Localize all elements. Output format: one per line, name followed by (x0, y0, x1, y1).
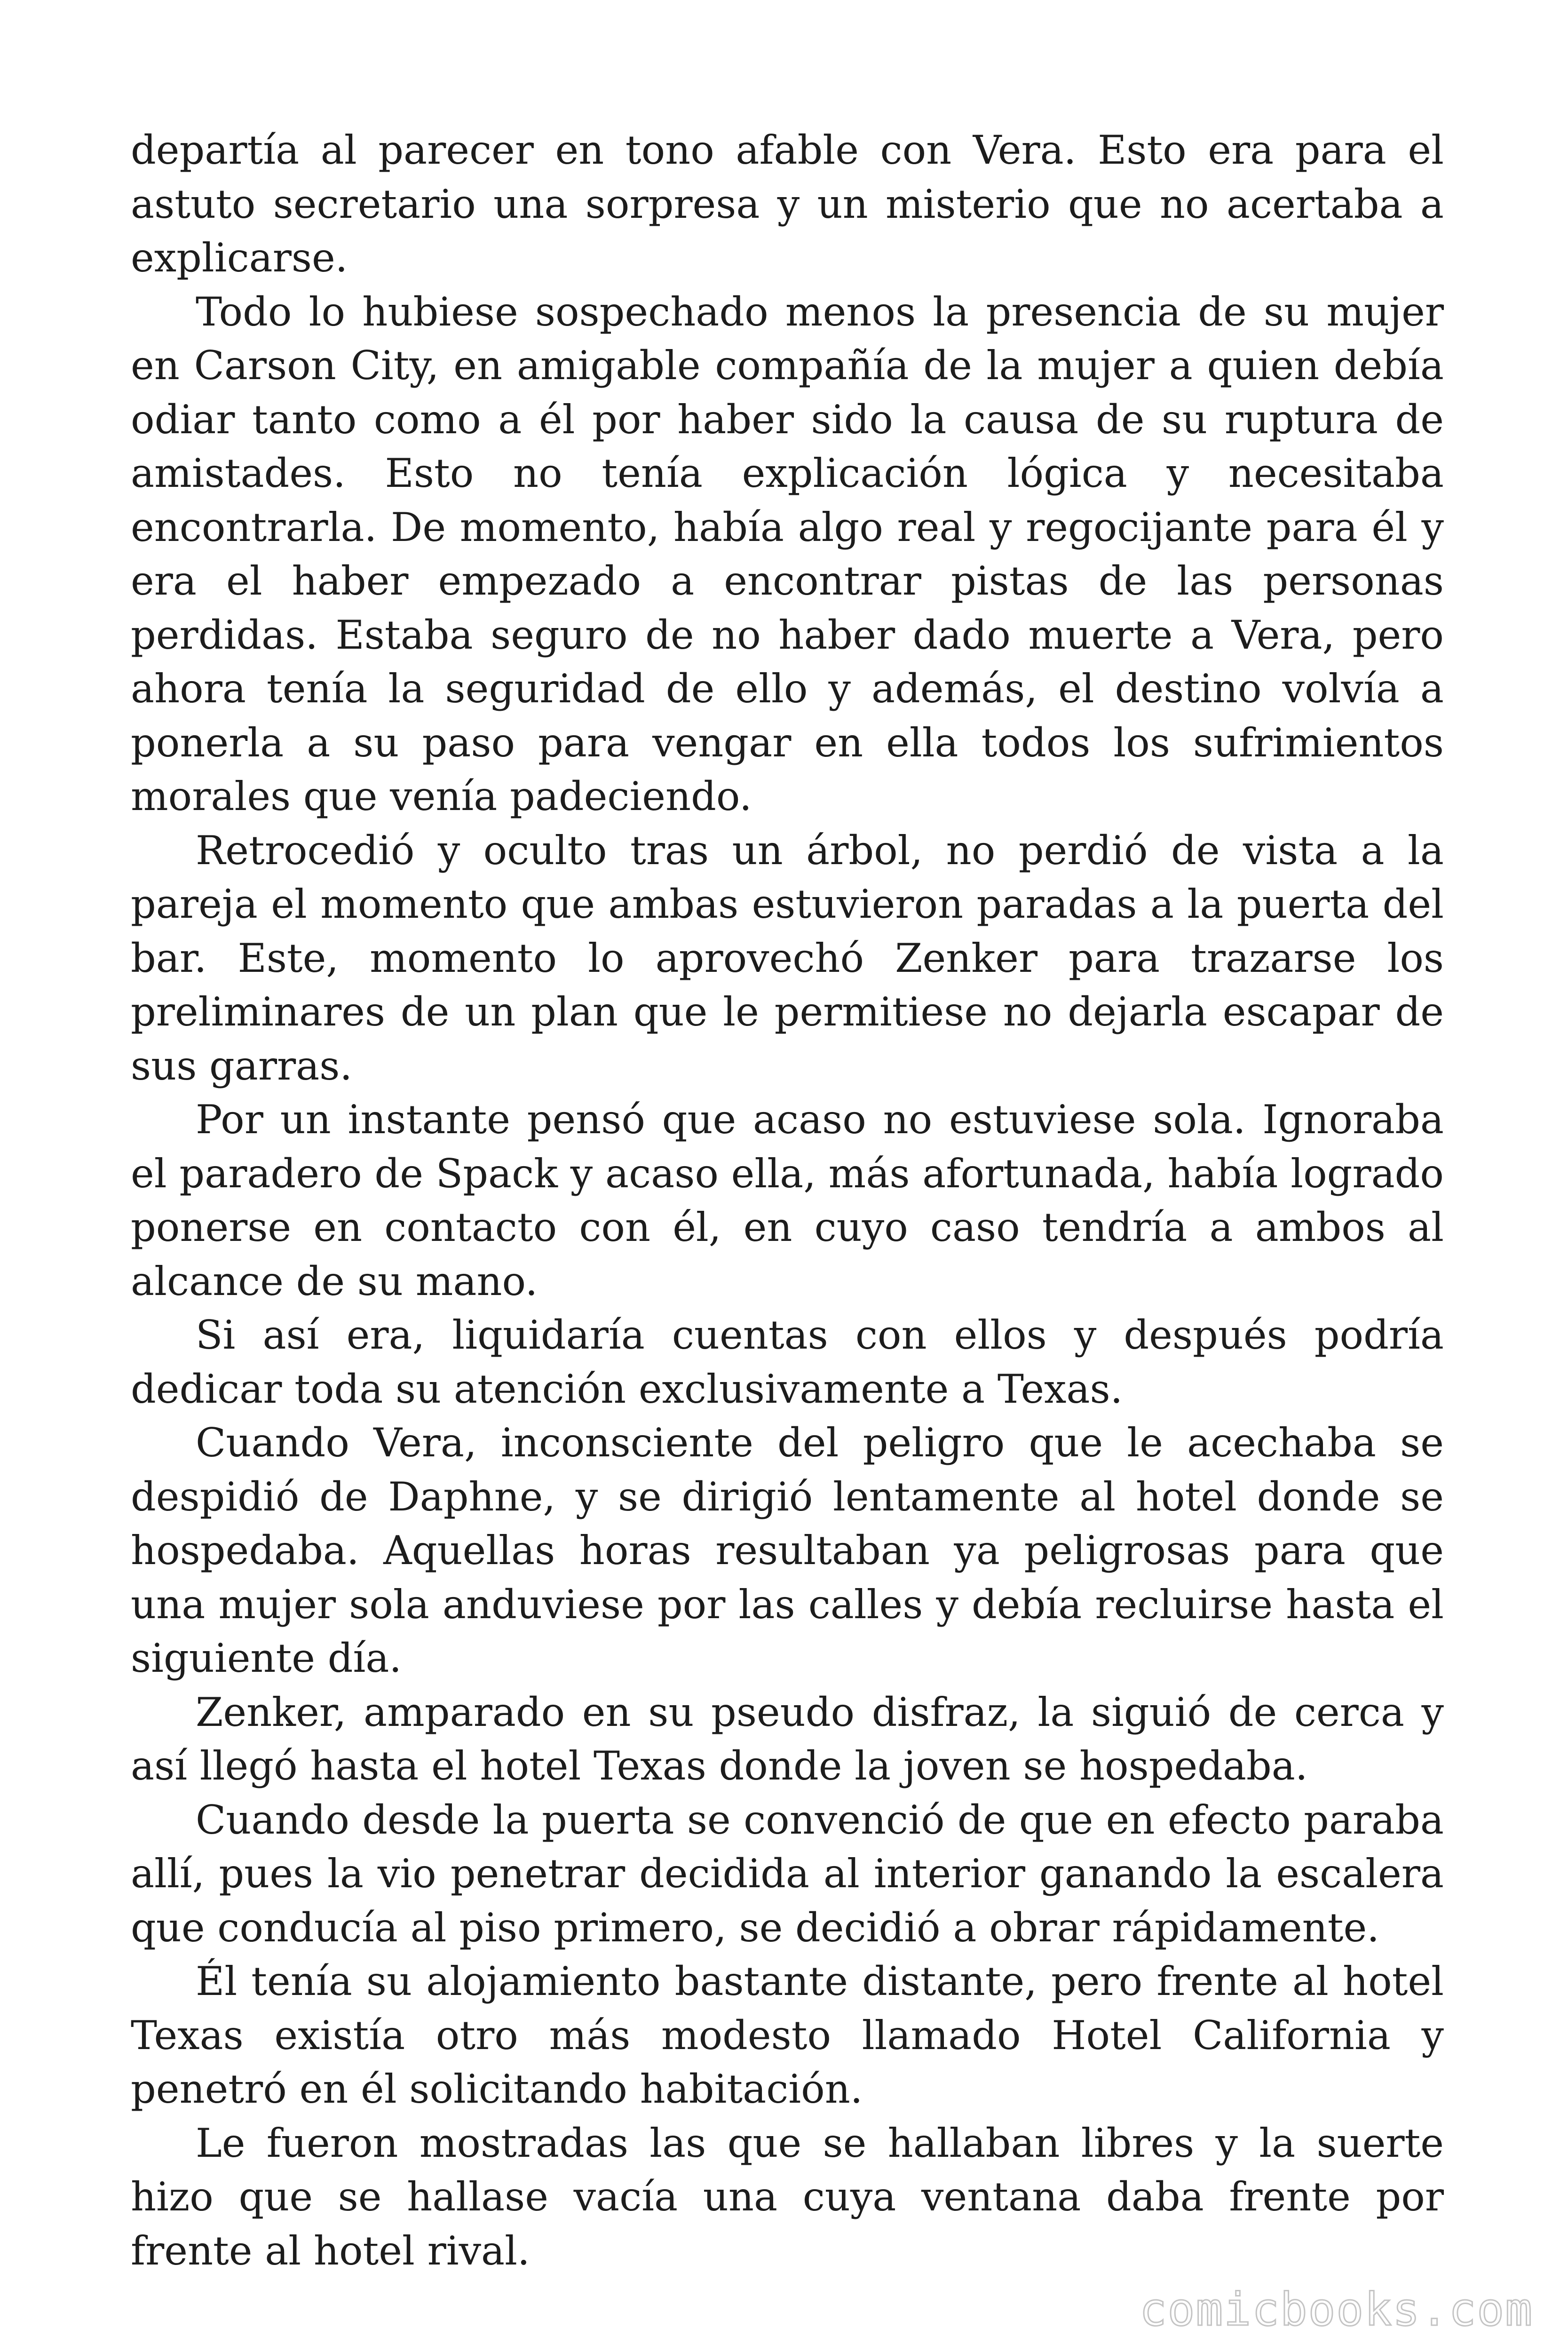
watermark: comicbooks.com (1139, 2283, 1533, 2336)
paragraph: Si así era, liquidaría cuentas con ellos y después podría dedicar toda su atención exclusivamente a Texas. (131, 1312, 1444, 1412)
paragraph: Por un instante pensó que acaso no estuviese sola. Ignoraba el paradero de Spack y acaso ella, más afortunada, había logrado ponerse en contacto con él, en cuyo caso tendría a ambos al alcance de su mano. (131, 1097, 1444, 1304)
paragraph: Zenker, amparado en su pseudo disfraz, la siguió de cerca y así llegó hasta el hotel Texas donde la joven se hospedaba. (131, 1689, 1444, 1789)
paragraph: Retrocedió y oculto tras un árbol, no perdió de vista a la pareja el momento que ambas estuvieron paradas a la puerta del bar. Este, momento lo aprovechó Zenker para trazarse los preliminares de un plan que le permitiese no dejarla escapar de sus garras. (131, 827, 1444, 1089)
paragraph: Cuando desde la puerta se convenció de que en efecto paraba allí, pues la vio penetrar decidida al interior ganando la escalera que conducía al piso primero, se decidió a obrar rápidamente. (131, 1796, 1444, 1951)
paragraph: Todo lo hubiese sospechado menos la presencia de su mujer en Carson City, en amigable compañía de la mujer a quien debía odiar tanto como a él por haber sido la causa de su ruptura de amistades. Esto no tenía explicación lógica y necesitaba encontrarla. De momento, había algo real y regocijante para él y era el haber empezado a encontrar pistas de las personas perdidas. Estaba seguro de no haber dado muerte a Vera, pero ahora tenía la seguridad de ello y además, el destino volvía a ponerla a su paso para vengar en ella todos los sufrimientos morales que venía padeciendo. (131, 288, 1444, 819)
paragraph-continued: departía al parecer en tono afable con Vera. Esto era para el astuto secretario una sorpresa y un misterio que no acertaba a explicarse. (131, 127, 1444, 281)
paragraph: Él tenía su alojamiento bastante distante, pero frente al hotel Texas existía otro más modesto llamado Hotel California y penetró en él solicitando habitación. (131, 1958, 1444, 2112)
paragraph: Cuando Vera, inconsciente del peligro que le acechaba se despidió de Daphne, y se dirigió lentamente al hotel donde se hospedaba. Aquellas horas resultaban ya peligrosas para que una mujer sola anduviese por las calles y debía recluirse hasta el siguiente día. (131, 1420, 1444, 1681)
paragraph: Le fueron mostradas las que se hallaban libres y la suerte hizo que se hallase vacía una cuya ventana daba frente por frente al hotel rival. (131, 2120, 1444, 2274)
body-text (131, 123, 1444, 2278)
